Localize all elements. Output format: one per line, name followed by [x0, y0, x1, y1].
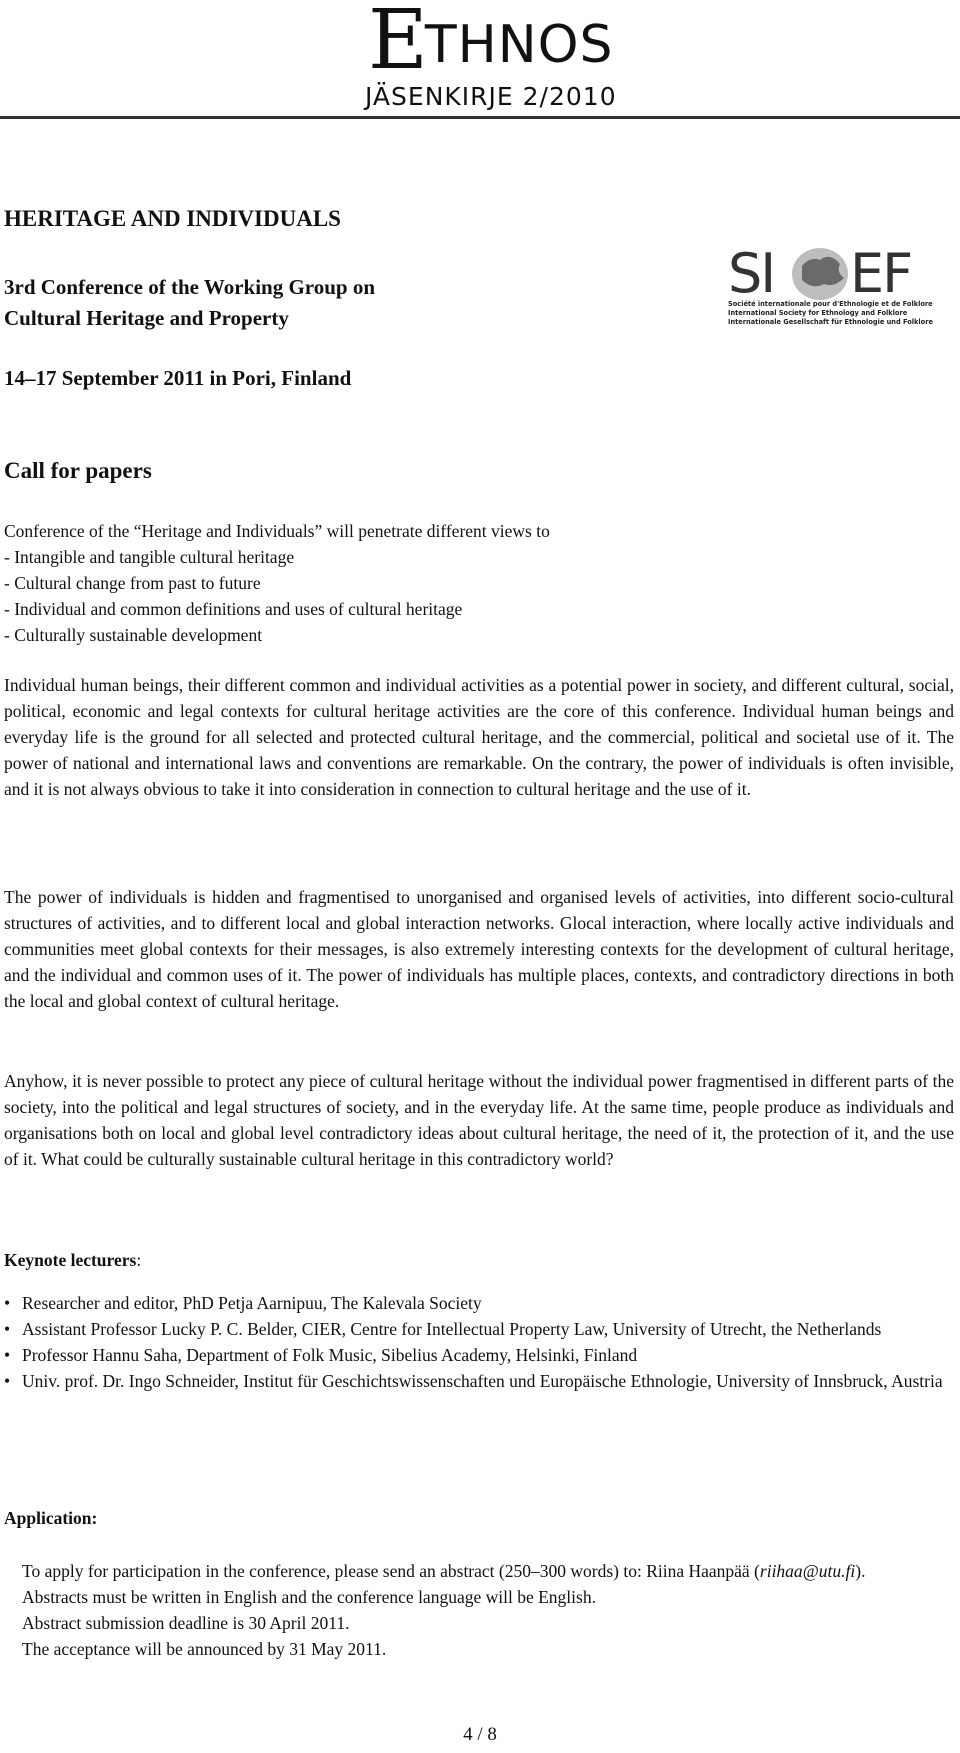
- intro-line: - Individual and common definitions and uses of cultural heritage: [4, 599, 463, 619]
- keynote-heading: [4, 1250, 141, 1271]
- intro-line: - Culturally sustainable development: [4, 625, 263, 645]
- conference-subtitle-line1: 3rd Conference of the Working Group on: [4, 275, 376, 299]
- logo-wordmark: THNOS: [424, 15, 614, 75]
- conference-title: HERITAGE AND INDIVIDUALS: [4, 206, 341, 231]
- list-item: • Assistant Professor Lucky P. C. Belder, CIER, Centre for Intellectual Property Law, University of Utrecht, the Netherlands: [4, 1316, 954, 1342]
- acceptance-note: The acceptance will be announced by 31 May 2011.: [22, 1639, 387, 1659]
- logo-initial: E: [368, 0, 429, 88]
- conference-subtitle: [4, 272, 375, 334]
- conference-subtitle-line2: Cultural Heritage and Property: [4, 306, 289, 330]
- paragraph: Individual human beings, their different common and individual activities as a potential power in society, and different cultural, social, political, economic and legal contexts for cultural heritage activities are the core of this conference. Individual human beings and everyday life is the ground for all selected and protected cultural heritage, and the commercial, political and societal use of it. The power of national and international laws and conventions are remarkable. On the contrary, the power of individuals is often invisible, and it is not always obvious to take it into consideration in connection to cultural heritage and the use of it.: [4, 675, 954, 799]
- intro-line: Conference of the “Heritage and Individuals” will penetrate different views to: [4, 521, 550, 541]
- paragraph: The power of individuals is hidden and fragmentised to unorganised and organised levels of activities, into different socio-cultural structures of activities, and to different local and global interaction networks. Glocal interaction, where locally active individuals and communities meet global contexts for their messages, is also extremely interesting contexts for the development of cultural heritage, and the individual and common uses of it. The power of individuals has multiple places, contexts, and contradictory directions in both the local and global context of cultural heritage.: [4, 887, 954, 1011]
- apply-text: To apply for participation in the conference, please send an abstract (250–300 words) to: Riina Haanpää (: [22, 1561, 760, 1581]
- application-details: [22, 1558, 954, 1662]
- paragraph: Anyhow, it is never possible to protect any piece of cultural heritage without the individual power fragmentised in different parts of the society, into the political and legal structures of society, and in the everyday life. At the same time, people produce as individuals and organisations both on local and global level contradictory ideas about cultural heritage, the need of it, the protection of it, and the use of it. What could be culturally sustainable cultural heritage in this contradictory world?: [4, 1071, 954, 1169]
- sief-logo: [728, 236, 950, 328]
- email-link[interactable]: riihaa@utu.fi: [759, 1561, 856, 1581]
- header-divider: [0, 116, 960, 119]
- application-heading: Application:: [4, 1508, 98, 1528]
- sief-wordmark-right: EF: [850, 242, 912, 305]
- page-number: 4 / 8: [463, 1724, 497, 1745]
- language-note: Abstracts must be written in English and the conference language will be English.: [22, 1587, 596, 1607]
- keynote-colon: :: [136, 1250, 142, 1270]
- lecturer-list: [4, 1290, 954, 1394]
- list-item: • Univ. prof. Dr. Ingo Schneider, Institut für Geschichtswissenschaften und Europäische Ethnologie, University of Innsbruck, Austria: [4, 1368, 954, 1394]
- keynote-heading-label: Keynote lecturers: [4, 1250, 137, 1270]
- apply-end: ).: [855, 1561, 866, 1581]
- newsletter-issue: JÄSENKIRJE 2/2010: [365, 82, 617, 111]
- list-item: • Researcher and editor, PhD Petja Aarnipuu, The Kalevala Society: [4, 1290, 954, 1316]
- call-for-papers-heading: Call for papers: [4, 458, 152, 483]
- sief-line-en: International Society for Ethnology and Folklore: [728, 309, 908, 317]
- intro-list: [4, 518, 550, 648]
- sief-line-de: Internationale Gesellschaft für Ethnologie und Folklore: [728, 318, 933, 326]
- intro-line: - Intangible and tangible cultural heritage: [4, 547, 295, 567]
- intro-line: - Cultural change from past to future: [4, 573, 261, 593]
- ethnos-logo: [368, 0, 614, 88]
- sief-logo-graphic: [728, 236, 950, 328]
- deadline-note: Abstract submission deadline is 30 April 2011.: [22, 1613, 350, 1633]
- list-item: • Professor Hannu Saha, Department of Folk Music, Sibelius Academy, Helsinki, Finland: [4, 1342, 954, 1368]
- apply-instructions: [22, 1558, 954, 1584]
- sief-wordmark-left: SI: [728, 242, 775, 305]
- page-header: [0, 0, 960, 120]
- conference-dates: 14–17 September 2011 in Pori, Finland: [4, 366, 352, 390]
- sief-line-fr: Société internationale pour d'Ethnologie et de Folklore: [728, 300, 933, 308]
